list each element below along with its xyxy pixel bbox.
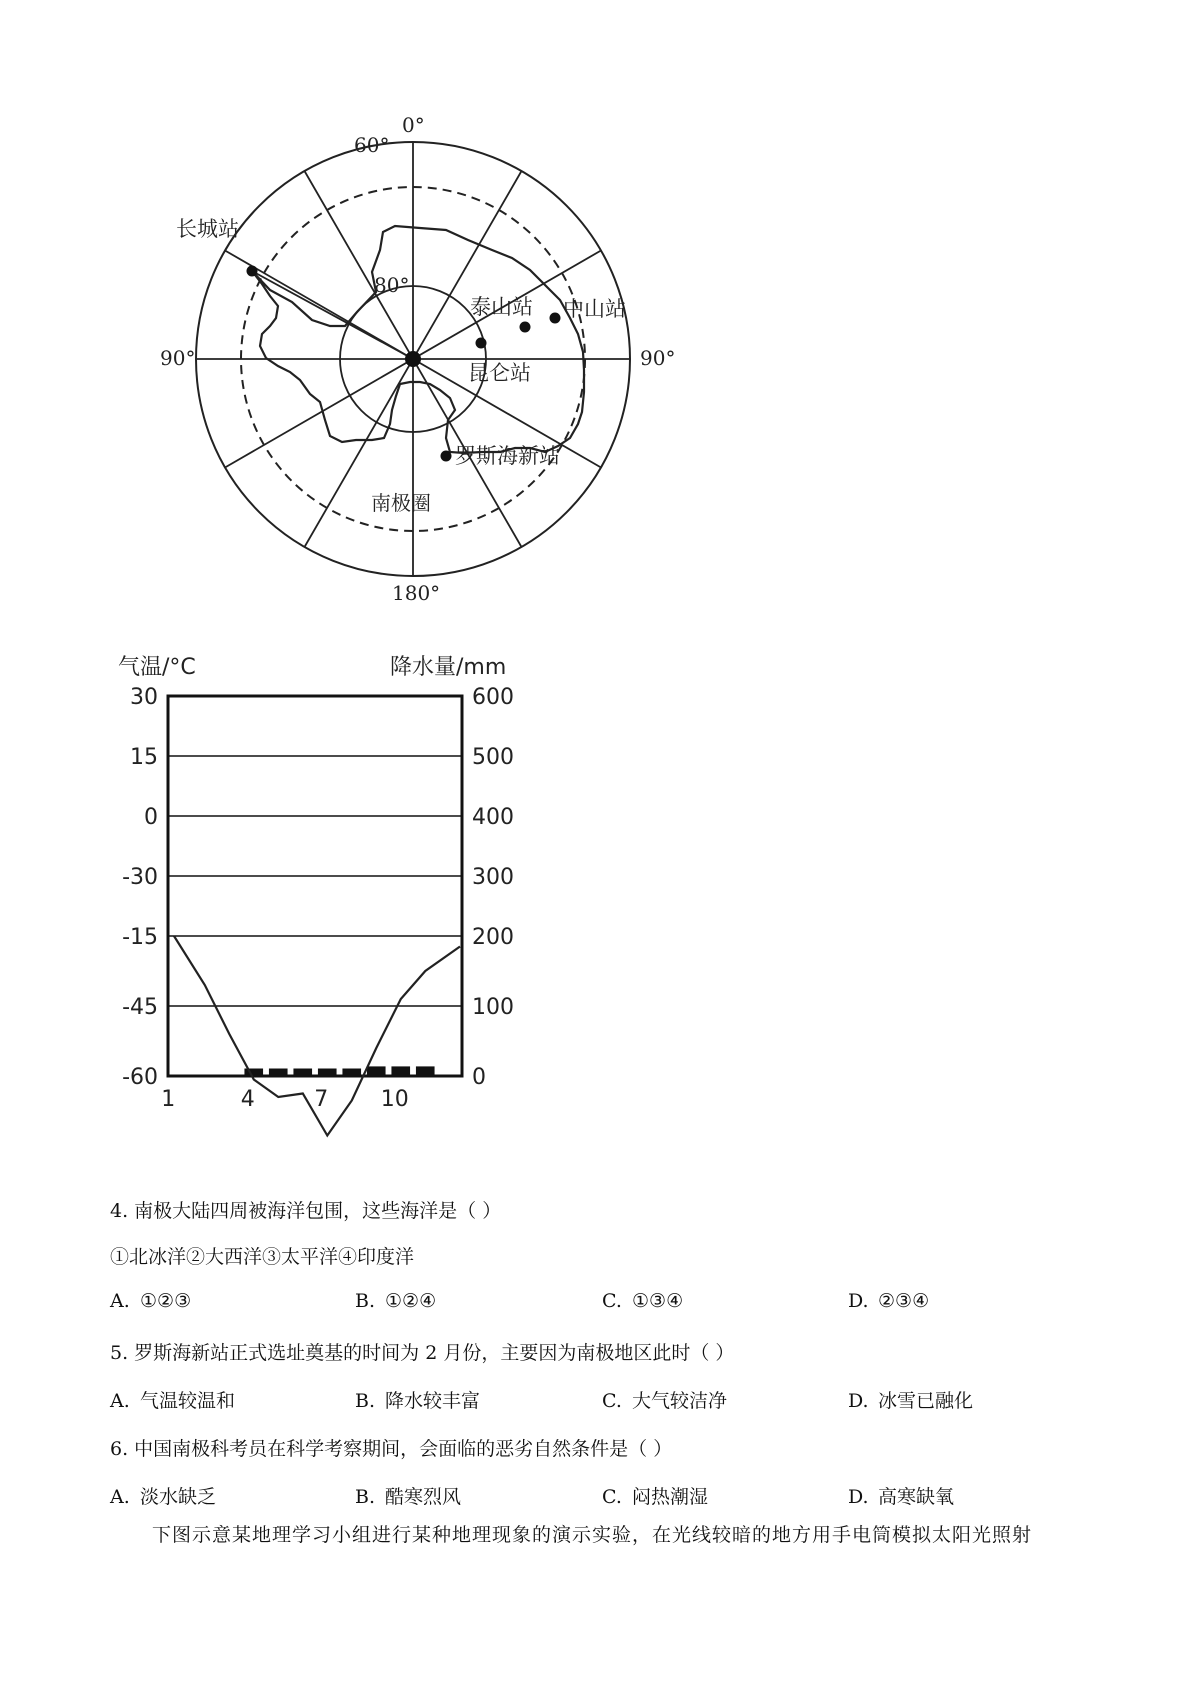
lon-0-label: 0° — [402, 113, 425, 137]
ross-sea-station-label: 罗斯海新站 — [455, 444, 560, 468]
taishan-station-dot — [520, 322, 531, 333]
option-text: ②③④ — [878, 1290, 930, 1312]
next-passage-intro: 下图示意某地理学习小组进行某种地理现象的演示实验，在光线较暗的地方用手电筒模拟太阳光照射 — [152, 1524, 1033, 1546]
option-text: 闷热潮湿 — [632, 1486, 709, 1508]
question-6-option-d[interactable] — [848, 1482, 954, 1509]
right-tick-label: 400 — [472, 805, 514, 830]
option-letter: C. — [602, 1290, 622, 1312]
question-4-extra: ①北冰洋②大西洋③太平洋④印度洋 — [110, 1246, 415, 1268]
precip-bar — [318, 1069, 337, 1077]
option-text: ①②④ — [385, 1290, 437, 1312]
option-letter: C. — [602, 1486, 622, 1508]
south-pole-dot — [405, 351, 421, 367]
option-text: 高寒缺氧 — [878, 1486, 955, 1508]
option-letter: B. — [355, 1390, 376, 1412]
option-letter: D. — [848, 1486, 869, 1508]
plot-frame — [168, 696, 462, 1076]
antarctica-outline — [252, 226, 584, 453]
right-tick-label: 0 — [472, 1065, 486, 1090]
great-wall-station-dot — [247, 266, 258, 277]
question-5-option-d[interactable] — [848, 1386, 973, 1413]
kunlun-station-label: 昆仑站 — [468, 361, 531, 385]
question-4-option-b[interactable] — [355, 1290, 436, 1312]
option-letter: A. — [110, 1390, 130, 1412]
taishan-station-label: 泰山站 — [470, 295, 533, 319]
lat-60-label: 60° — [354, 133, 390, 157]
lat-80-label: 80° — [374, 273, 410, 297]
question-4-stem: 4. 南极大陆四周被海洋包围，这些海洋是（ ） — [110, 1200, 502, 1222]
question-5-option-a[interactable] — [110, 1386, 235, 1413]
x-tick-label: 7 — [314, 1087, 329, 1112]
zhongshan-station-label: 中山站 — [563, 297, 626, 321]
question-5-option-b[interactable] — [355, 1386, 480, 1413]
question-4-option-d[interactable] — [848, 1290, 929, 1312]
question-6-option-b[interactable] — [355, 1482, 461, 1509]
x-tick-label: 4 — [240, 1087, 255, 1112]
antarctica-map — [150, 100, 710, 620]
precip-bar — [367, 1066, 386, 1076]
right-tick-label: 200 — [472, 925, 514, 950]
left-tick-label: 0 — [144, 805, 158, 830]
left-tick-label: 15 — [130, 745, 158, 770]
lon-180-label: 180° — [392, 581, 441, 605]
question-5-option-c[interactable] — [602, 1386, 727, 1413]
right-tick-label: 500 — [472, 745, 514, 770]
x-tick-label: 10 — [380, 1087, 409, 1112]
climate-chart — [100, 640, 540, 1140]
x-tick-label: 1 — [161, 1087, 176, 1112]
left-tick-label: -15 — [122, 925, 158, 950]
left-tick-label: -30 — [122, 865, 158, 890]
option-letter: B. — [355, 1290, 376, 1312]
lon-90-left-label: 90° — [160, 346, 196, 370]
precip-bar — [416, 1066, 435, 1076]
option-text: 淡水缺乏 — [140, 1486, 217, 1508]
option-letter: C. — [602, 1390, 622, 1412]
question-6-option-a[interactable] — [110, 1482, 216, 1509]
question-6-stem: 6. 中国南极科考员在科学考察期间，会面临的恶劣自然条件是（ ） — [110, 1438, 673, 1460]
option-text: 降水较丰富 — [385, 1390, 481, 1412]
right-tick-label: 600 — [472, 685, 514, 710]
right-axis-title: 降水量/mm — [390, 655, 507, 680]
zhongshan-station-dot — [550, 313, 561, 324]
question-6-option-c[interactable] — [602, 1482, 708, 1509]
option-letter: D. — [848, 1390, 869, 1412]
question-5-stem: 5. 罗斯海新站正式选址奠基的时间为 2 月份，主要因为南极地区此时（ ） — [110, 1342, 735, 1364]
precip-bar — [342, 1069, 361, 1077]
option-letter: B. — [355, 1486, 376, 1508]
right-tick-label: 300 — [472, 865, 514, 890]
option-text: ①③④ — [632, 1290, 684, 1312]
left-tick-label: -45 — [122, 995, 158, 1020]
precip-bar — [244, 1069, 263, 1077]
left-axis-title: 气温/°C — [118, 655, 196, 680]
right-tick-label: 100 — [472, 995, 514, 1020]
precip-bar — [269, 1069, 288, 1077]
ross-sea-station-dot — [441, 451, 452, 462]
option-letter: D. — [848, 1290, 869, 1312]
option-text: 冰雪已融化 — [878, 1390, 974, 1412]
option-text: 大气较洁净 — [632, 1390, 728, 1412]
question-4-option-a[interactable] — [110, 1290, 191, 1312]
option-text: 气温较温和 — [140, 1390, 236, 1412]
precip-bar — [293, 1069, 312, 1077]
antarctic-circle-label: 南极圈 — [371, 491, 431, 515]
lon-90-right-label: 90° — [640, 346, 676, 370]
option-text: ①②③ — [140, 1290, 192, 1312]
option-letter: A. — [110, 1290, 130, 1312]
question-4-option-c[interactable] — [602, 1290, 683, 1312]
precip-bar — [391, 1066, 410, 1076]
kunlun-station-dot — [476, 338, 487, 349]
great-wall-station-label: 长城站 — [176, 217, 239, 241]
option-text: 酷寒烈风 — [385, 1486, 462, 1508]
left-tick-label: 30 — [130, 685, 158, 710]
option-letter: A. — [110, 1486, 130, 1508]
left-tick-label: -60 — [122, 1065, 158, 1090]
